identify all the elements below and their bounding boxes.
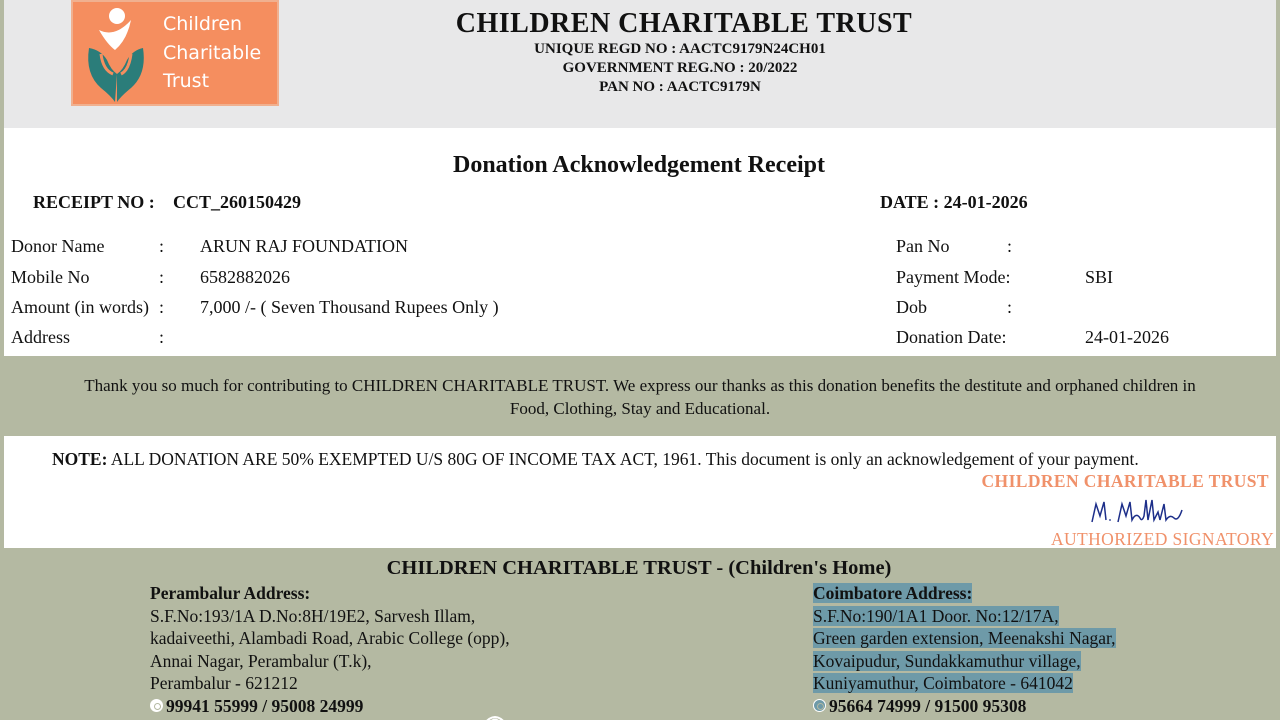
- field-label: Dob: [896, 297, 927, 317]
- field-separator: :: [159, 297, 165, 317]
- authorized-signatory: AUTHORIZED SIGNATORY: [1050, 529, 1274, 549]
- phone-numbers: [813, 695, 1116, 718]
- field-value: ARUN RAJ FOUNDATION: [200, 236, 409, 256]
- field-separator: :: [159, 327, 165, 347]
- receipt-title: Donation Acknowledgement Receipt: [453, 152, 825, 178]
- field-value: 7,000 /- ( Seven Thousand Rupees Only ): [200, 297, 499, 317]
- address-line: Kovaipudur, Sundakkamuthur village,: [813, 650, 1081, 671]
- receipt-date: DATE : 24-01-2026: [880, 192, 1028, 212]
- thank-you-line: Food, Clothing, Stay and Educational.: [509, 399, 771, 418]
- tax-note: [52, 449, 1139, 470]
- address-line: kadaiveethi, Alambadi Road, Arabic College (opp),: [150, 628, 510, 648]
- field-label: Address: [11, 327, 70, 347]
- logo-line: Children: [163, 13, 243, 35]
- phone-text: 95664 74999 / 91500 95308: [829, 695, 1027, 716]
- gov-reg-number: GOVERNMENT REG.NO : 20/2022: [562, 60, 798, 76]
- field-value: SBI: [1085, 267, 1114, 287]
- header: [4, 0, 1276, 128]
- note-text: ALL DONATION ARE 50% EXEMPTED U/S 80G OF INCOME TAX ACT, 1961. This document is only an acknowledgement of your payment.: [107, 449, 1139, 469]
- address-line: Green garden extension, Meenakshi Nagar,: [813, 628, 1116, 648]
- receipt-number-label: RECEIPT NO :: [33, 192, 155, 212]
- address-heading: Perambalur Address:: [150, 583, 311, 603]
- logo-line: Charitable: [163, 41, 262, 64]
- field-label: Donor Name: [11, 236, 105, 256]
- address-line: S.F.No:193/1A D.No:8H/19E2, Sarvesh Illam,: [150, 605, 476, 626]
- address-heading: Coimbatore Address:: [813, 583, 973, 603]
- receipt-number-value: CCT_260150429: [173, 192, 302, 212]
- address-line: Annai Nagar, Perambalur (T.k),: [150, 650, 372, 671]
- field-label: Pan No: [896, 236, 950, 256]
- thank-you-line: Thank you so much for contributing to CHILDREN CHARITABLE TRUST. We express our thanks as this donation benefits the destitute and orphaned children in: [84, 376, 1196, 395]
- phone-numbers: [150, 695, 510, 718]
- receipt-number: [33, 192, 302, 213]
- field-label: Amount (in words): [11, 297, 149, 317]
- field-separator: :: [159, 236, 165, 256]
- field-value: 6582882026: [200, 267, 290, 287]
- field-label: Payment Mode:: [896, 267, 1011, 287]
- field-label: Mobile No: [11, 267, 90, 287]
- perambalur-address: [150, 582, 510, 717]
- org-title: CHILDREN CHARITABLE TRUST: [455, 8, 913, 39]
- field-value: 24-01-2026: [1085, 327, 1169, 347]
- field-separator: :: [1007, 236, 1013, 256]
- receipt-body: [4, 128, 1276, 356]
- field-separator: :: [159, 267, 165, 287]
- phone-text: 99941 55999 / 95008 24999: [166, 695, 364, 716]
- address-line: S.F.No:190/1A1 Door. No:12/17A,: [813, 605, 1059, 626]
- partial-logo-icon: [482, 710, 508, 720]
- logo-line: Trust: [163, 70, 210, 92]
- whatsapp-icon: [150, 699, 163, 712]
- regd-number: UNIQUE REGD NO : AACTC9179N24CH01: [534, 41, 826, 57]
- thank-you-message: [0, 374, 1280, 420]
- signatory-org: CHILDREN CHARITABLE TRUST: [981, 471, 1269, 491]
- field-label: Donation Date:: [896, 327, 1007, 347]
- field-separator: :: [1007, 297, 1013, 317]
- note-label: NOTE:: [52, 449, 108, 469]
- pan-number: PAN NO : AACTC9179N: [599, 79, 761, 95]
- footer-title: CHILDREN CHARITABLE TRUST - (Children's Home): [386, 557, 892, 579]
- signature: [1088, 496, 1188, 528]
- note-section: [4, 436, 1276, 548]
- coimbatore-address: [813, 582, 1116, 717]
- whatsapp-icon: [813, 699, 826, 712]
- address-line: Perambalur - 621212: [150, 673, 298, 693]
- address-line: Kuniyamuthur, Coimbatore - 641042: [813, 673, 1073, 693]
